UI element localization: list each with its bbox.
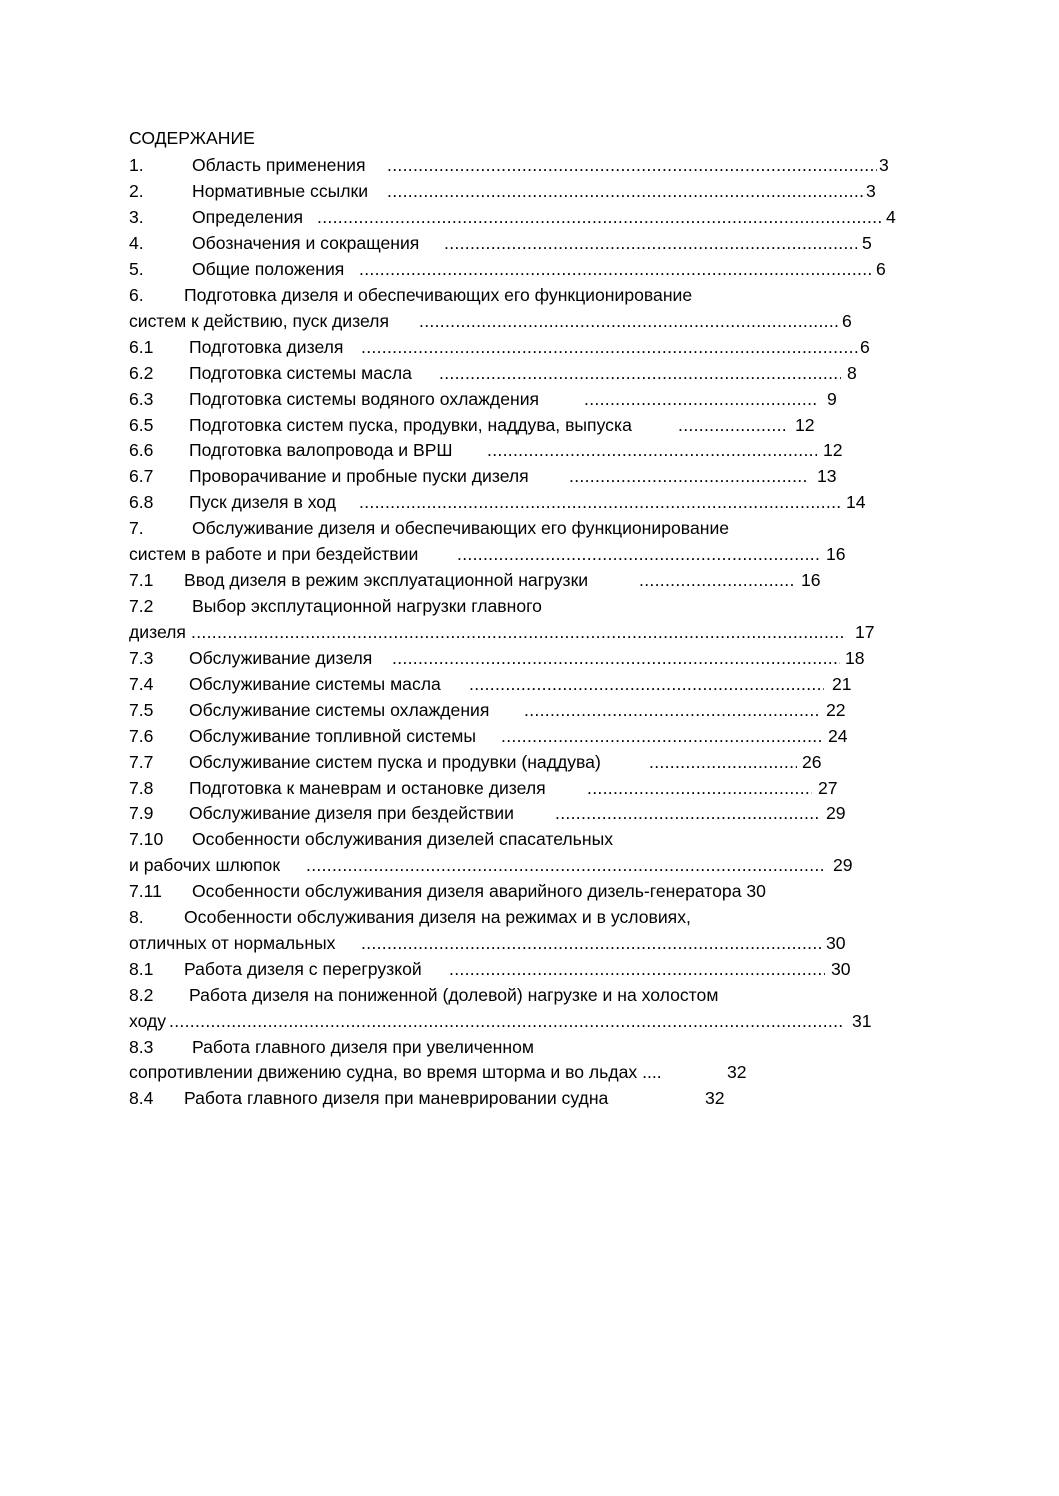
entry-text: Обслуживание дизеля при бездействии <box>189 803 514 823</box>
entry-text-continuation: отличных от нормальных <box>129 933 336 953</box>
toc-entry <box>129 387 889 411</box>
entry-page: 16 <box>801 570 821 590</box>
entry-page: 8 <box>847 363 857 383</box>
toc-title: СОДЕРЖАНИЕ <box>129 128 255 148</box>
entry-page: 17 <box>855 622 875 642</box>
leader-dots <box>678 413 788 437</box>
toc-entry <box>129 231 889 255</box>
entry-number: 8.3 <box>129 1037 154 1057</box>
entry-page: 31 <box>852 1011 872 1031</box>
leader-dots <box>584 387 819 411</box>
toc-entry <box>129 776 889 800</box>
entry-number: 7.4 <box>129 674 154 694</box>
entry-number: 2. <box>129 181 144 201</box>
entry-text: Ввод дизеля в режим эксплуатационной нагрузки <box>184 570 589 590</box>
entry-text: Особенности обслуживания дизеля аварийного дизель-генератора 30 <box>192 881 766 901</box>
toc-entry <box>129 1035 889 1059</box>
toc-entry <box>129 335 889 359</box>
entry-number: 6. <box>129 285 144 305</box>
entry-text: Подготовка системы масла <box>189 363 412 383</box>
entry-text: Подготовка валопровода и ВРШ <box>189 440 453 460</box>
entry-page: 13 <box>817 466 837 486</box>
entry-number: 7.2 <box>129 596 154 616</box>
toc-entry <box>129 361 889 385</box>
entry-text-continuation: и рабочих шлюпок <box>129 855 281 875</box>
entry-text: Нормативные ссылки <box>192 181 369 201</box>
toc-entry <box>129 516 889 540</box>
entry-page: 6 <box>860 337 870 357</box>
entry-text-continuation: сопротивлении движению судна, во время шторма и во льдах .... <box>129 1062 662 1082</box>
toc-entry-continuation <box>129 931 889 955</box>
entry-number: 7.3 <box>129 648 154 668</box>
entry-text: Обслуживание дизеля и обеспечивающих его функционирование <box>192 518 730 538</box>
entry-page: 18 <box>845 648 865 668</box>
toc-entry <box>129 698 889 722</box>
entry-number: 5. <box>129 259 144 279</box>
toc-entry <box>129 957 889 981</box>
entry-number: 8. <box>129 907 144 927</box>
entry-page: 29 <box>826 803 846 823</box>
entry-page: 6 <box>842 311 852 331</box>
entry-number: 7.1 <box>129 570 154 590</box>
entry-number: 7. <box>129 518 144 538</box>
entry-number: 7.5 <box>129 700 154 720</box>
toc-entry-continuation <box>129 542 889 566</box>
leader-dots <box>569 464 809 488</box>
entry-text: Работа дизеля на пониженной (долевой) нагрузке и на холостом <box>189 985 719 1005</box>
leader-dots <box>387 153 877 177</box>
leader-dots <box>439 361 841 385</box>
entry-text: Подготовка к маневрам и остановке дизеля <box>189 778 546 798</box>
entry-text: Общие положения <box>192 259 345 279</box>
leader-dots <box>524 698 819 722</box>
leader-dots <box>317 205 882 229</box>
entry-page: 14 <box>846 492 866 512</box>
entry-page: 5 <box>862 233 872 253</box>
entry-text: Пуск дизеля в ход <box>189 492 336 512</box>
toc-entry <box>129 490 889 514</box>
entry-number: 8.2 <box>129 985 154 1005</box>
entry-page: 29 <box>833 855 853 875</box>
entry-page: 16 <box>826 544 846 564</box>
entry-page: 6 <box>876 259 886 279</box>
entry-number: 7.8 <box>129 778 154 798</box>
entry-number: 6.3 <box>129 389 154 409</box>
entry-text: Обслуживание систем пуска и продувки (наддува) <box>189 752 601 772</box>
toc-entry-continuation <box>129 853 889 877</box>
leader-dots <box>191 620 846 644</box>
entry-page: 9 <box>827 389 837 409</box>
entry-page: 3 <box>866 181 876 201</box>
toc-entry <box>129 879 889 903</box>
entry-number: 7.11 <box>129 881 162 901</box>
entry-number: 7.7 <box>129 752 154 772</box>
entry-text: Подготовка системы водяного охлаждения <box>189 389 540 409</box>
entry-number: 6.1 <box>129 337 154 357</box>
leader-dots <box>392 646 840 670</box>
entry-page: 12 <box>823 440 843 460</box>
leader-dots <box>306 853 826 877</box>
entry-text: Работа главного дизеля при увеличенном <box>192 1037 534 1057</box>
entry-text: Работа дизеля с перегрузкой <box>184 959 422 979</box>
toc-entry <box>129 905 889 929</box>
entry-page: 26 <box>802 752 822 772</box>
leader-dots <box>359 490 841 514</box>
toc-entry-continuation <box>129 620 889 644</box>
entry-number: 7.10 <box>129 829 164 849</box>
toc-entry <box>129 750 889 774</box>
entry-text-continuation: систем к действию, пуск дизеля <box>129 311 389 331</box>
entry-text-continuation: систем в работе и при бездействии <box>129 544 419 564</box>
leader-dots <box>457 542 819 566</box>
entry-number: 6.8 <box>129 492 154 512</box>
toc-entry <box>129 827 889 851</box>
entry-number: 7.9 <box>129 803 154 823</box>
entry-page: 27 <box>818 778 838 798</box>
entry-text: Обозначения и сокращения <box>192 233 420 253</box>
entry-number: 8.4 <box>129 1088 154 1108</box>
leader-dots <box>419 309 839 333</box>
entry-number: 7.6 <box>129 726 154 746</box>
entry-text-continuation: дизеля <box>129 622 186 642</box>
toc-entry <box>129 205 904 229</box>
toc-entry <box>129 153 899 177</box>
entry-text: Подготовка дизеля и обеспечивающих его функционирование <box>184 285 693 305</box>
toc-entry-continuation <box>129 1060 889 1084</box>
leader-dots <box>469 672 824 696</box>
entry-text: Обслуживание системы охлаждения <box>189 700 490 720</box>
entry-number: 1. <box>129 155 144 175</box>
leader-dots <box>359 257 872 281</box>
leader-dots <box>649 750 797 774</box>
entry-text: Особенности обслуживания дизеля на режимах и в условиях, <box>184 907 691 927</box>
entry-text: Подготовка систем пуска, продувки, наддува, выпуска <box>189 415 632 435</box>
entry-text: Обслуживание топливной системы <box>189 726 477 746</box>
toc-entry <box>129 724 889 748</box>
entry-page: 32 <box>727 1062 747 1082</box>
leader-dots <box>449 957 825 981</box>
toc-entry-continuation <box>129 1009 889 1033</box>
entry-number: 6.6 <box>129 440 154 460</box>
toc-entry <box>129 257 899 281</box>
entry-page: 32 <box>705 1088 725 1108</box>
entry-page: 30 <box>826 933 846 953</box>
toc-entry <box>129 179 899 203</box>
toc-entry <box>129 568 889 592</box>
toc-entry <box>129 438 889 462</box>
entry-number: 4. <box>129 233 144 253</box>
leader-dots <box>169 1009 844 1033</box>
leader-dots <box>587 776 812 800</box>
toc-entry <box>129 413 889 437</box>
leader-dots <box>361 931 821 955</box>
entry-number: 8.1 <box>129 959 154 979</box>
entry-text: Подготовка дизеля <box>189 337 344 357</box>
leader-dots <box>361 335 858 359</box>
toc-entry <box>129 283 889 307</box>
toc-entry-continuation <box>129 309 889 333</box>
entry-number: 3. <box>129 207 144 227</box>
leader-dots <box>387 179 864 203</box>
leader-dots <box>639 568 794 592</box>
entry-text: Особенности обслуживания дизелей спасательных <box>192 829 614 849</box>
toc-entry <box>129 646 889 670</box>
entry-page: 21 <box>832 674 852 694</box>
leader-dots <box>487 438 817 462</box>
leader-dots <box>444 231 857 255</box>
entry-number: 6.2 <box>129 363 154 383</box>
toc-entry <box>129 464 889 488</box>
entry-text: Работа главного дизеля при маневрировании судна <box>184 1088 609 1108</box>
entry-text-continuation: ходу <box>129 1011 167 1031</box>
entry-page: 30 <box>831 959 851 979</box>
entry-text: Обслуживание дизеля <box>189 648 373 668</box>
entry-text: Проворачивание и пробные пуски дизеля <box>189 466 529 486</box>
entry-page: 3 <box>879 155 889 175</box>
entry-number: 6.7 <box>129 466 154 486</box>
entry-page: 4 <box>886 207 896 227</box>
entry-number: 6.5 <box>129 415 154 435</box>
toc-entry <box>129 594 889 618</box>
entry-text: Определения <box>192 207 303 227</box>
entry-page: 24 <box>828 726 848 746</box>
toc-entry <box>129 801 889 825</box>
toc-entry <box>129 672 889 696</box>
toc-entry <box>129 983 889 1007</box>
entry-text: Область применения <box>192 155 366 175</box>
leader-dots <box>555 801 820 825</box>
entry-page: 12 <box>795 415 815 435</box>
entry-page: 22 <box>826 700 846 720</box>
entry-text: Обслуживание системы масла <box>189 674 441 694</box>
toc-entry <box>129 1086 889 1110</box>
leader-dots <box>501 724 821 748</box>
entry-text: Выбор эксплутационной нагрузки главного <box>192 596 542 616</box>
